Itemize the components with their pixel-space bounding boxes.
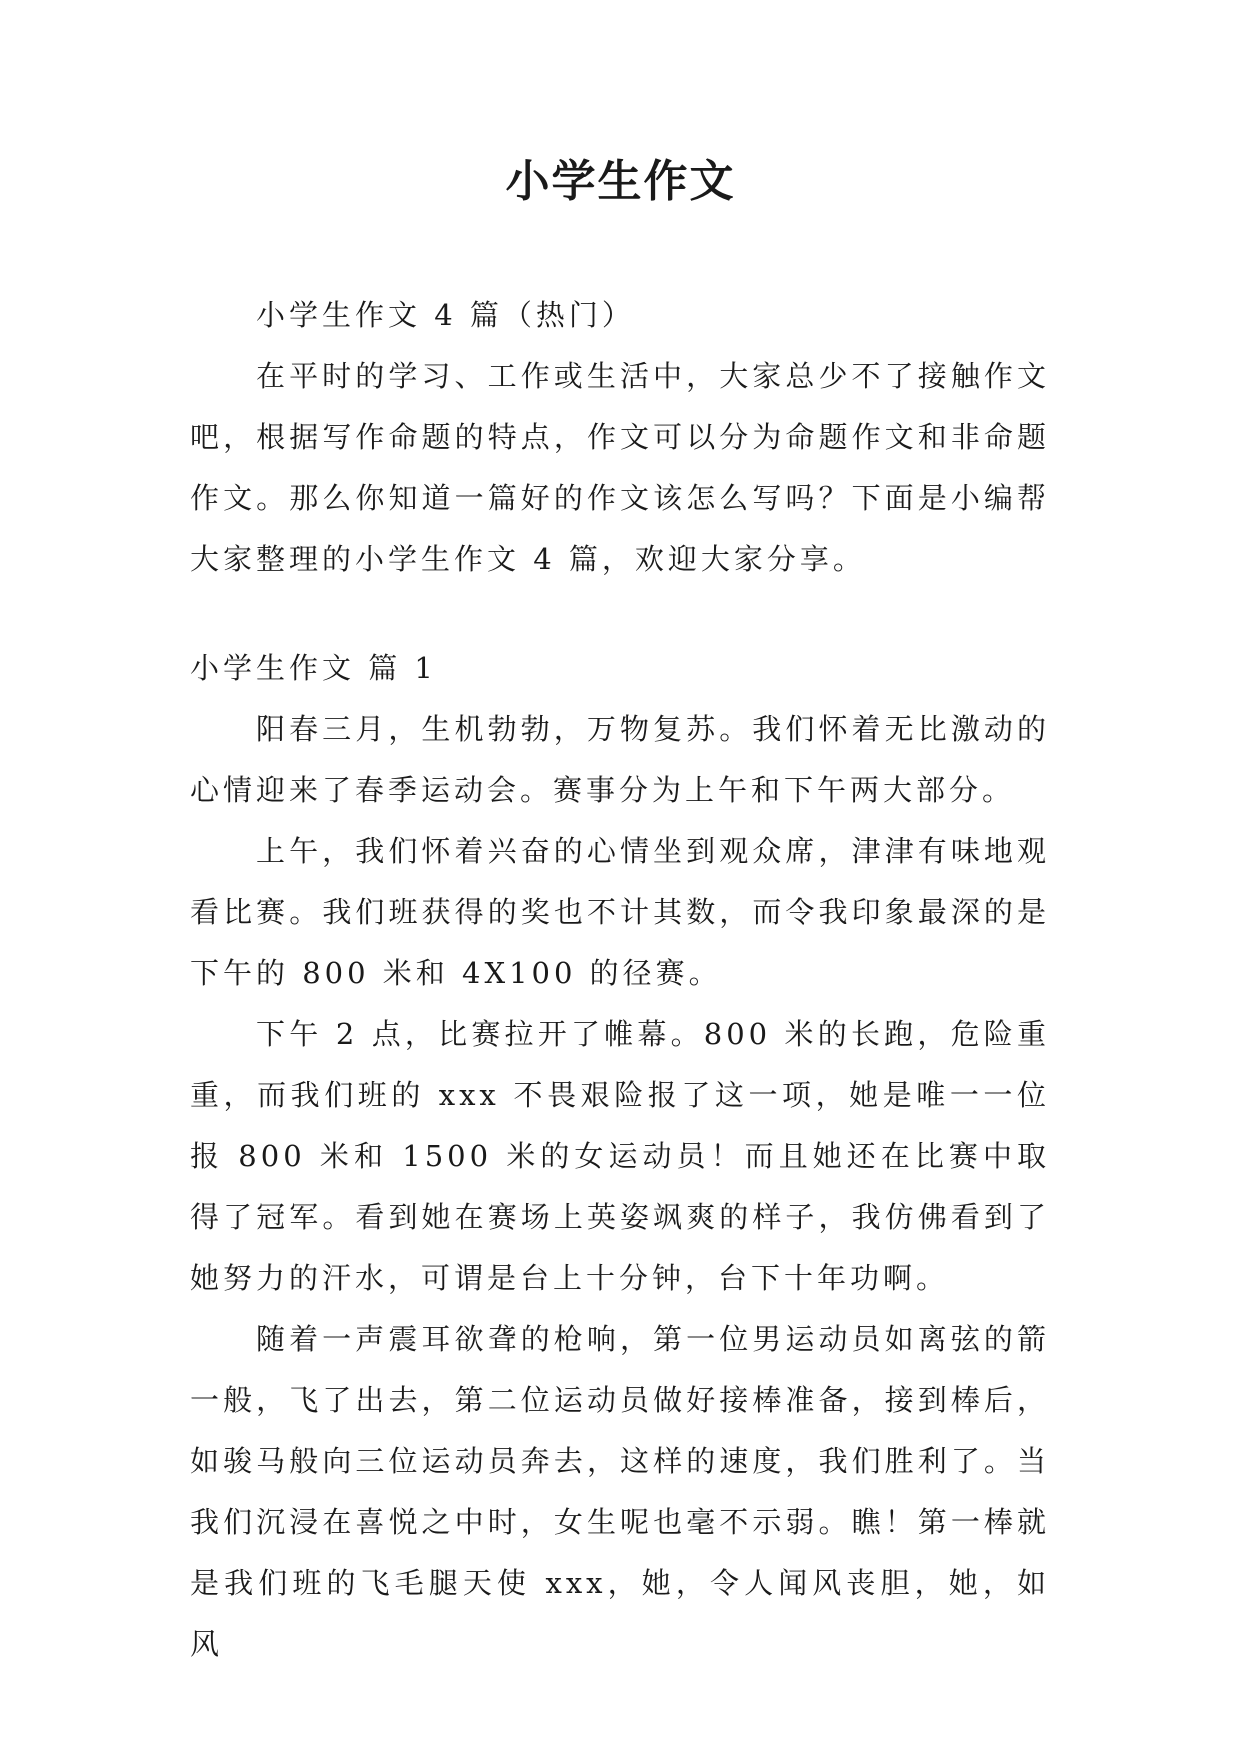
body-paragraph: 阳春三月，生机勃勃，万物复苏。我们怀着无比激动的心情迎来了春季运动会。赛事分为上午和下午两大部分。 xyxy=(190,712,1050,807)
section-heading: 小学生作文 篇 1 xyxy=(190,651,437,685)
body-paragraph: 随着一声震耳欲聋的枪响，第一位男运动员如离弦的箭一般，飞了出去，第二位运动员做好接棒准备，接到棒后，如骏马般向三位运动员奔去，这样的速度，我们胜利了。当我们沉浸在喜悦之中时，女生呢也毫不示弱。瞧！第一棒就是我们班的飞毛腿天使 xxx，她，令人闻风丧胆，她，如风 xyxy=(190,1322,1050,1661)
document-subtitle: 小学生作文 4 篇（热门） xyxy=(256,298,635,332)
intro-paragraph: 在平时的学习、工作或生活中，大家总少不了接触作文吧，根据写作命题的特点，作文可以分为命题作文和非命题作文。那么你知道一篇好的作文该怎么写吗？下面是小编帮大家整理的小学生作文 4 篇，欢迎大家分享。 xyxy=(190,359,1050,576)
body-paragraph: 上午，我们怀着兴奋的心情坐到观众席，津津有味地观看比赛。我们班获得的奖也不计其数，而令我印象最深的是下午的 800 米和 4X100 的径赛。 xyxy=(190,834,1050,990)
document-body xyxy=(190,285,1050,1675)
document-title: 小学生作文 xyxy=(505,156,736,207)
body-paragraph: 下午 2 点，比赛拉开了帷幕。800 米的长跑，危险重重，而我们班的 xxx 不畏艰险报了这一项，她是唯一一位报 800 米和 1500 米的女运动员！而且她还在比赛中取得了冠军。看到她在赛场上英姿飒爽的样子，我仿佛看到了她努力的汗水，可谓是台上十分钟，台下十年功啊。 xyxy=(190,1017,1050,1295)
